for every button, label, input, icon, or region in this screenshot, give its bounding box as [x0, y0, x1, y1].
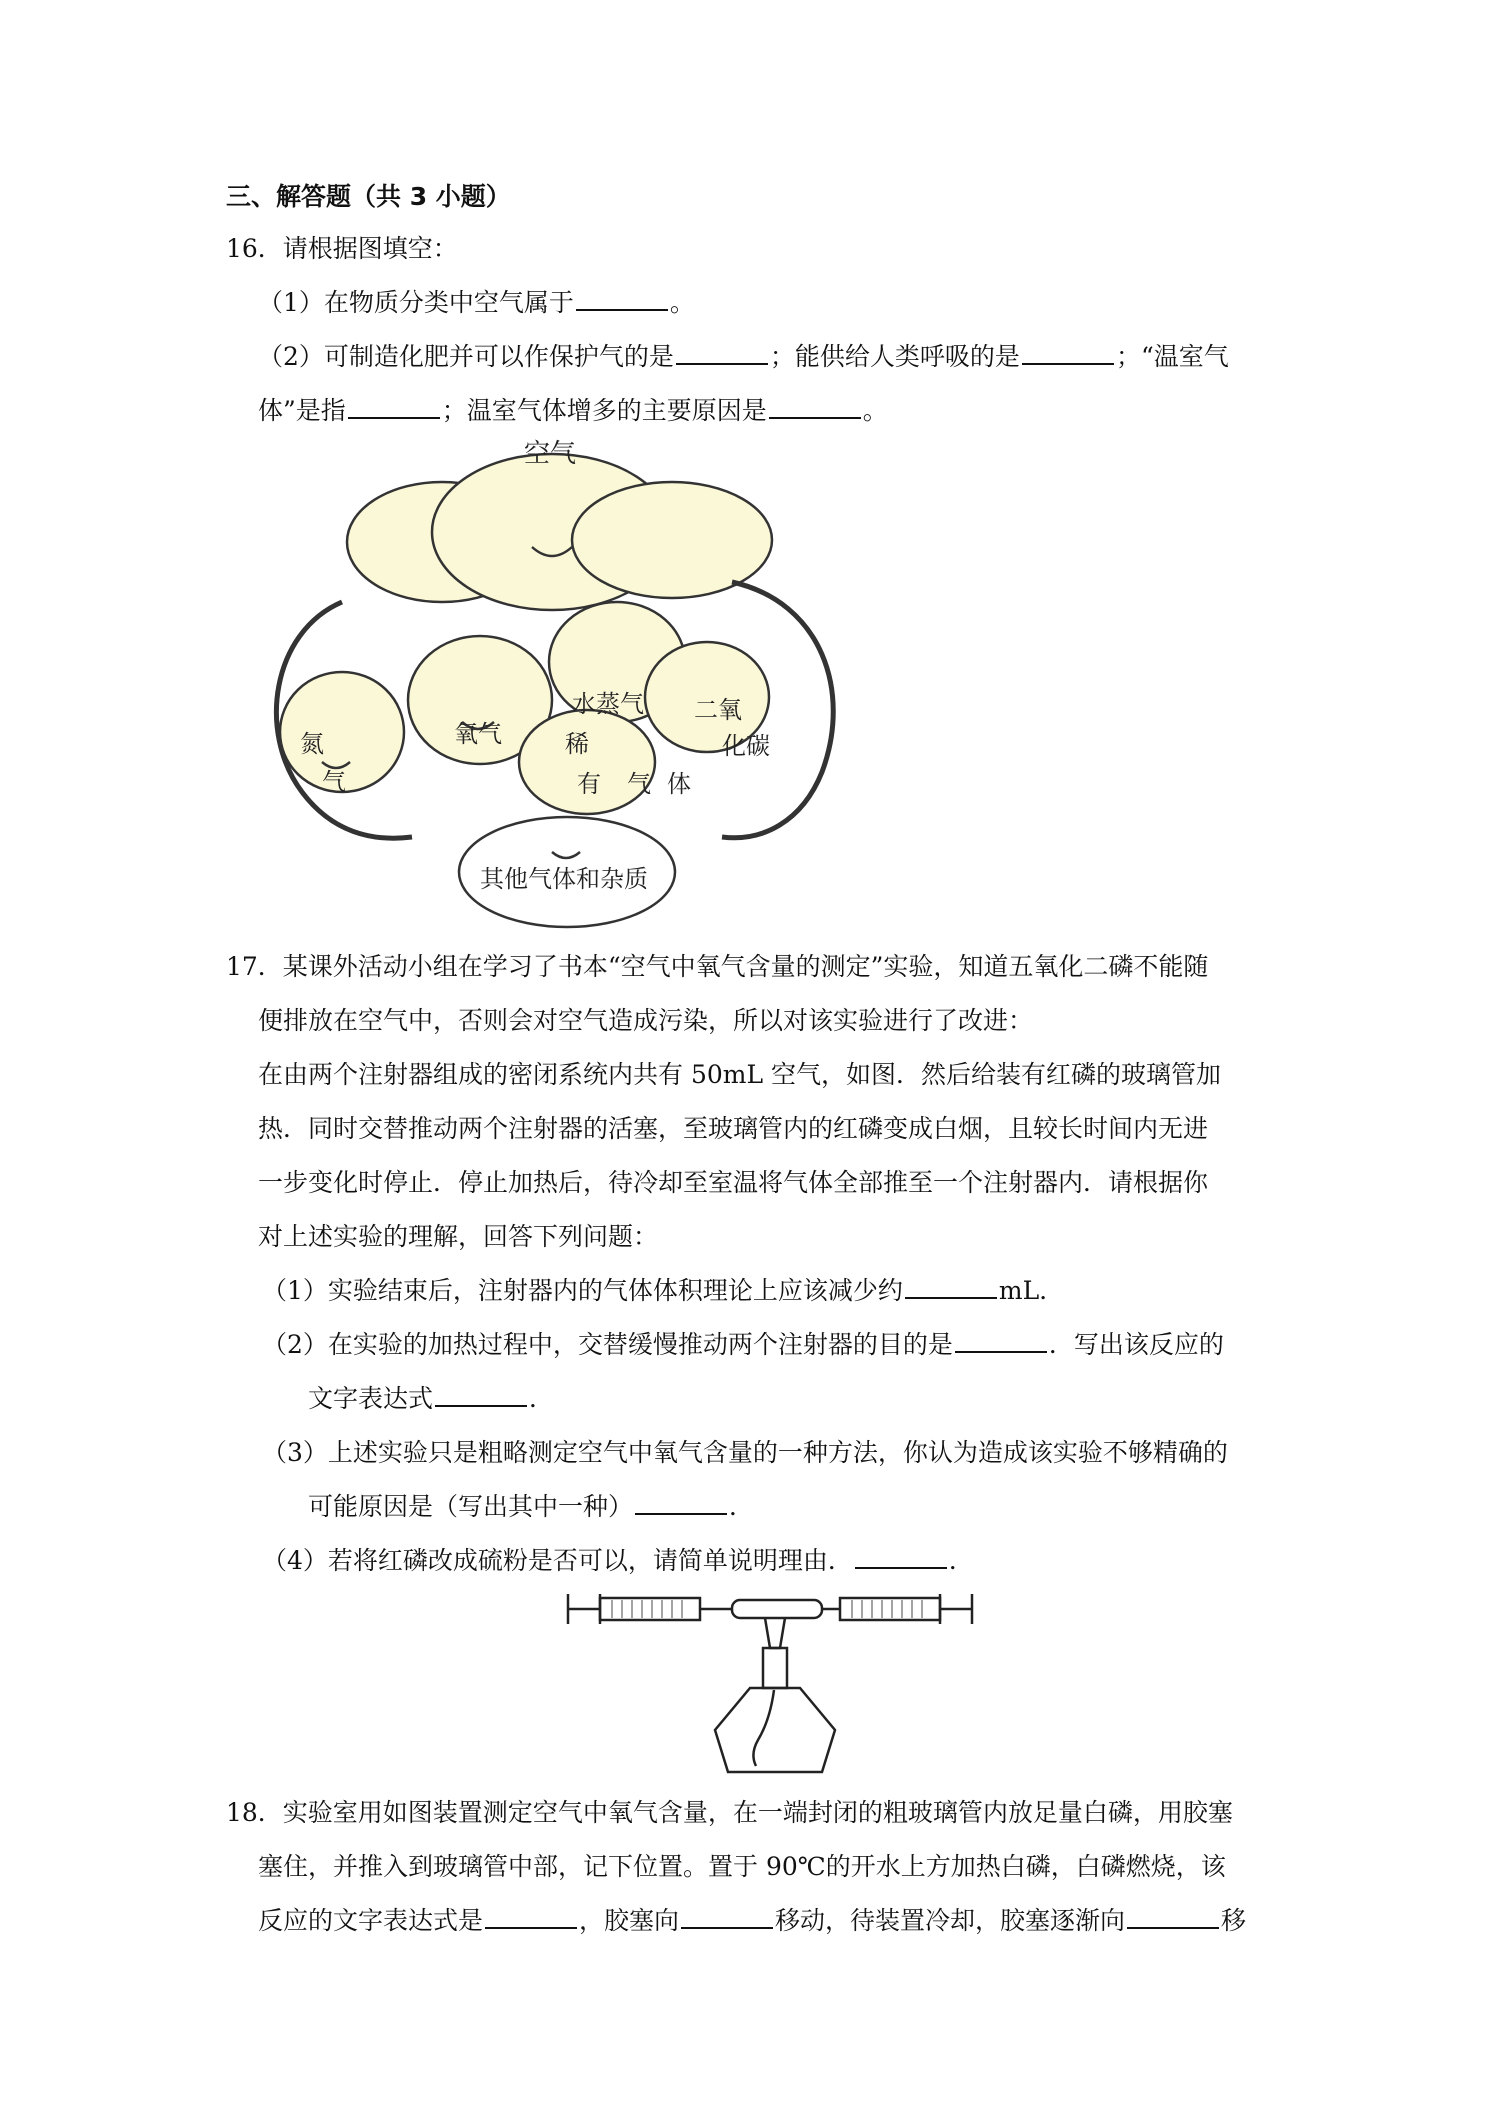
q16-part2-text-a: （2）可制造化肥并可以作保护气的是: [258, 342, 674, 371]
q16-stem: 16．请根据图填空：: [226, 234, 458, 263]
q17-part2-cont: [308, 1382, 554, 1416]
q16-part2b-text-b: ；温室气体增多的主要原因是: [441, 396, 767, 425]
q17-part2-end: ．写出该反应的: [1048, 1330, 1224, 1359]
q18-line3-text-d: 移: [1221, 1906, 1247, 1935]
label-water-vapor: 水蒸气: [572, 690, 644, 718]
label-rare-1: 稀: [565, 730, 589, 758]
label-oxygen: 氧气: [454, 720, 502, 748]
label-nitrogen-2: 气: [322, 768, 346, 796]
answer-blank: [1022, 341, 1114, 365]
q17-part2-text: （2）在实验的加热过程中，交替缓慢推动两个注射器的目的是: [262, 1330, 953, 1359]
label-co2-2: 化碳: [722, 732, 770, 760]
left-syringe-barrel: [600, 1598, 700, 1620]
q18-line3-text-a: 反应的文字表达式是: [258, 1906, 484, 1935]
q17-part1-text: （1）实验结束后，注射器内的气体体积理论上应该减少约: [262, 1276, 903, 1305]
syringe-apparatus-figure: [560, 1590, 980, 1778]
label-rare-4: 体: [667, 770, 691, 798]
answer-blank: [485, 1905, 577, 1929]
answer-blank: [955, 1329, 1047, 1353]
q17-line-4: 热．同时交替推动两个注射器的活塞，至玻璃管内的红磷变成白烟，且较长时间内无进: [258, 1114, 1209, 1143]
q18-line3-text-c: 移动，待装置冷却，胶塞逐渐向: [775, 1906, 1126, 1935]
label-nitrogen-1: 氮: [300, 730, 324, 758]
q17-part2b-end: ．: [529, 1384, 555, 1413]
q18-line-3: [258, 1904, 1246, 1938]
q17-part3b-text: 可能原因是（写出其中一种）: [308, 1492, 634, 1521]
label-rare-2: 有: [577, 770, 601, 798]
right-syringe-barrel: [840, 1598, 940, 1620]
lamp-wick-holder: [763, 1648, 787, 1688]
alcohol-lamp: [715, 1688, 835, 1772]
answer-blank: [1127, 1905, 1219, 1929]
answer-blank: [855, 1545, 947, 1569]
answer-blank: [635, 1491, 727, 1515]
q17-part4-end: ．: [948, 1546, 974, 1575]
label-air: 空气: [524, 439, 577, 469]
q16-part2-cont: [258, 394, 888, 428]
q17-part3: （3）上述实验只是粗略测定空气中氧气含量的一种方法，你认为造成该实验不够精确的: [262, 1438, 1228, 1467]
q17-line-6: 对上述实验的理解，回答下列问题：: [258, 1222, 659, 1251]
q17-part4-text: （4）若将红磷改成硫粉是否可以，请简单说明理由．: [262, 1546, 853, 1575]
q16-part2b-text-c: 。: [862, 396, 888, 425]
q16-part1-end: 。: [669, 288, 695, 317]
q17-line-1: 17．某课外活动小组在学习了书本“空气中氧气含量的测定”实验，知道五氧化二磷不能随: [226, 952, 1209, 981]
q17-part4: [262, 1544, 974, 1578]
top-cloud-right: [572, 482, 772, 598]
q18-line-2: 塞住，并推入到玻璃管中部，记下位置。置于 90℃的开水上方加热白磷，白磷燃烧，该: [258, 1852, 1226, 1881]
flame: [765, 1618, 785, 1648]
q17-line-5: 一步变化时停止．停止加热后，待冷却至室温将气体全部推至一个注射器内．请根据你: [258, 1168, 1209, 1197]
q16-part1-text: （1）在物质分类中空气属于: [258, 288, 574, 317]
q17-part2b-text: 文字表达式: [308, 1384, 434, 1413]
q17-part1-end: mL．: [998, 1276, 1065, 1305]
answer-blank: [576, 287, 668, 311]
q17-part3b-end: ．: [729, 1492, 755, 1521]
q16-part1: [258, 286, 695, 320]
answer-blank: [676, 341, 768, 365]
q17-part1: [262, 1274, 1064, 1308]
q17-part3-cont: [308, 1490, 754, 1524]
answer-blank: [435, 1383, 527, 1407]
answer-blank: [905, 1275, 997, 1299]
section-title: 三、解答题（共 3 小题）: [226, 182, 511, 211]
lamp-wick: [753, 1690, 774, 1766]
label-rare-3: 气: [627, 770, 651, 798]
answer-blank: [681, 1905, 773, 1929]
q18-line-1: 18．实验室用如图装置测定空气中氧气含量，在一端封闭的粗玻璃管内放足量白磷，用胶塞: [226, 1798, 1233, 1827]
answer-blank: [769, 395, 861, 419]
label-other: 其他气体和杂质: [480, 865, 648, 893]
q16-part2-text-b: ；能供给人类呼吸的是: [769, 342, 1020, 371]
q16-part2-text-c: ；“温室气: [1115, 342, 1229, 371]
q17-line-3: 在由两个注射器组成的密闭系统内共有 50mL 空气，如图．然后给装有红磷的玻璃管加: [258, 1060, 1222, 1089]
q16-part2b-text-a: 体”是指: [258, 396, 346, 425]
q16-part2: [258, 340, 1229, 374]
q18-line3-text-b: ，胶塞向: [579, 1906, 680, 1935]
q17-part2: [262, 1328, 1224, 1362]
answer-blank: [348, 395, 440, 419]
label-co2-1: 二氧: [694, 696, 742, 724]
rare-gas-cloud: [519, 710, 655, 814]
glass-tube: [732, 1600, 822, 1618]
air-composition-figure: [262, 432, 862, 932]
q17-line-2: 便排放在空气中，否则会对空气造成污染，所以对该实验进行了改进：: [258, 1006, 1034, 1035]
